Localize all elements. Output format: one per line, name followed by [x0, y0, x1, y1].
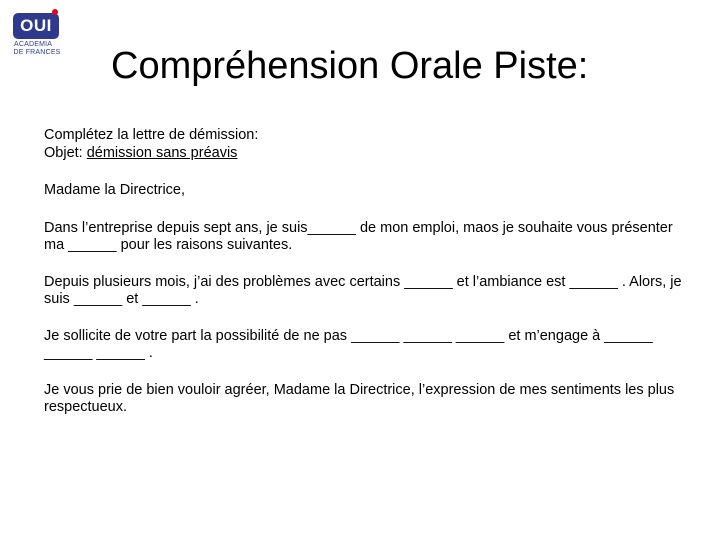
instruction-label: Complétez la lettre de démission:: [44, 127, 259, 143]
paragraph-2: Depuis plusieurs mois, j’ai des problèmes avec certains ______ et l’ambiance est ______ . Alors, je suis ______ et ______ .: [44, 273, 682, 307]
logo-dot: [52, 9, 58, 15]
greeting: Madame la Directrice,: [44, 182, 186, 198]
subject-value: démission sans préavis: [86, 144, 238, 161]
academia-logo: [8, 6, 66, 58]
closing-paragraph: Je vous prie de bien vouloir agréer, Madame la Directrice, l’expression de mes sentiments les plus respectueux.: [44, 381, 675, 415]
letter-content: [44, 127, 689, 417]
logo-badge-text: OUI: [20, 16, 52, 35]
logo-text-line2: DE FRANCES: [13, 49, 61, 56]
instruction-text: [44, 127, 689, 145]
logo-text-line1: ACADEMIA: [14, 41, 53, 48]
paragraph-1: Dans l’entreprise depuis sept ans, je suis______ de mon emploi, maos je souhaite vous présenter ma ______ pour les raisons suivantes.: [44, 219, 673, 253]
page-title: Compréhension Orale Piste:: [111, 45, 589, 87]
paragraph-3: Je sollicite de votre part la possibilité de ne pas ______ ______ ______ et m’engage à ______ ______ ______ .: [44, 327, 653, 361]
subject-label: Objet:: [44, 144, 87, 161]
subject-line: [44, 145, 689, 163]
logo-badge: [13, 13, 59, 39]
